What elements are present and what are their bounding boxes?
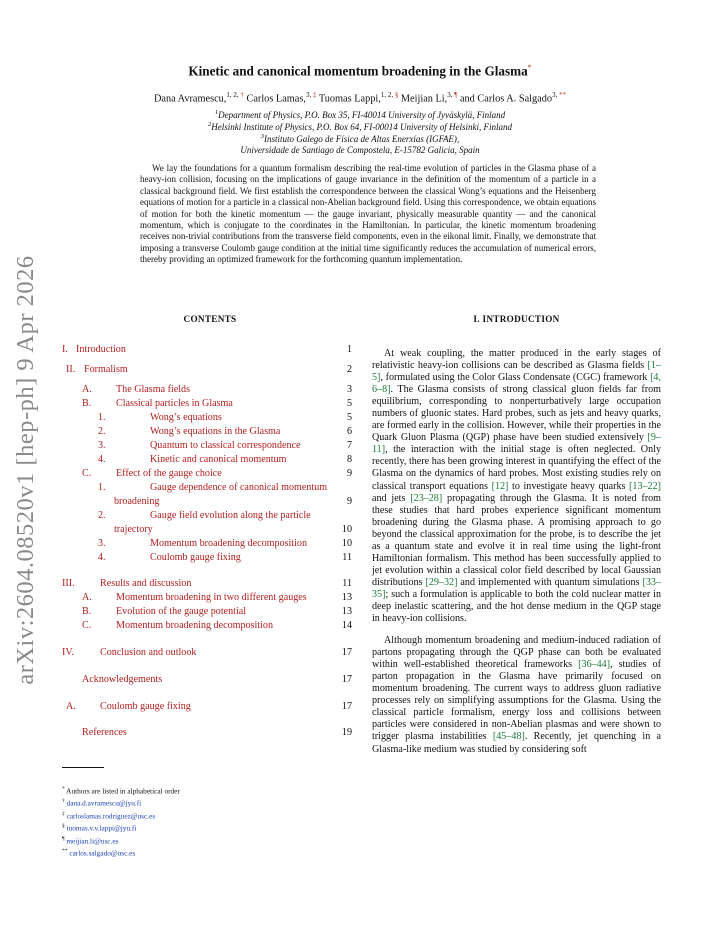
author-footnote-mark[interactable]: † bbox=[240, 91, 244, 99]
footnotes bbox=[62, 784, 358, 859]
text-run: , studies of parton propagation in the Glasma have primarily focused on momentum broadening. The current ways to address gluon radiative processes rely on simplifying assumptions for the Glasma. Using the classical particle formalism, energy loss and collisions between particles were considered in non-Abelian plasmas and were shown to trigger plasma instabilities bbox=[372, 659, 661, 743]
text-run: and jets bbox=[372, 492, 411, 504]
footnote-text: Authors are listed in alphabetical order bbox=[66, 786, 180, 796]
toc-page-number: 10 bbox=[341, 524, 352, 535]
citation-link[interactable]: [1–5] bbox=[372, 360, 661, 384]
citation-link[interactable]: [13–22] bbox=[629, 480, 661, 492]
footnote bbox=[62, 784, 358, 796]
toc-entry-number: A. bbox=[82, 384, 92, 395]
toc-entry-title: Momentum broadening decomposition bbox=[150, 538, 307, 549]
citation-link[interactable]: [45–48] bbox=[492, 731, 525, 743]
toc-entry-number: C. bbox=[82, 468, 92, 479]
toc-entry-number: 4. bbox=[98, 454, 106, 465]
toc-entry-number: III. bbox=[62, 578, 75, 589]
toc-page-number: 9 bbox=[346, 468, 352, 479]
toc-page-number: 5 bbox=[346, 398, 352, 409]
toc-page-number: 14 bbox=[341, 620, 352, 631]
author-affiliation-marks: 1, 2, † bbox=[226, 91, 244, 99]
author-footnote-mark[interactable]: ‡ bbox=[312, 91, 317, 99]
contents-heading: CONTENTS bbox=[183, 314, 237, 324]
footnote-mark: § bbox=[62, 823, 65, 830]
paper-title bbox=[0, 63, 720, 79]
email-link[interactable]: meijian.li@usc.es bbox=[66, 836, 119, 846]
text-run: . The Glasma consists of strong classical gluon fields far from equilibrium, corresponding to nonperturbatively large occupation numbers of gluonic states. Hard probes, such as jets and heavy quarks, are formed early in the collision. However, while their properties in the Quark Gluon Plasma (QGP) phase have been studied extensively bbox=[372, 384, 661, 444]
footnote-mark: ¶ bbox=[62, 835, 65, 842]
affiliation-line bbox=[60, 109, 660, 120]
citation-link[interactable]: [23–28] bbox=[410, 492, 443, 504]
toc-page-number: 17 bbox=[341, 674, 352, 685]
footnote-mark: ** bbox=[62, 848, 68, 855]
toc-page-number: 8 bbox=[346, 454, 352, 465]
toc-page-number: 13 bbox=[341, 606, 352, 617]
toc-page-number: 17 bbox=[341, 647, 352, 658]
toc-entry-number: I. bbox=[62, 344, 68, 355]
intro-paragraph bbox=[372, 635, 661, 755]
email-link[interactable]: tuomas.v.v.lappi@jyu.fi bbox=[66, 823, 137, 833]
abstract: We lay the foundations for a quantum formalism describing the real-time evolution of particles in the Glasma phase of a heavy-ion collision, focusing on the implications of gauge invariance in the definition of the momentum of a particle in a classical background field. We first establish the correspondence between the classical Wong’s equations and the Heisenberg equations of motion for a particle in a classical non-Abelian background field. Using this correspondence, we obtain equations of motion for both the kinetic momentum — the gauge invariant, physically measurable quantity — and the canonical momentum, which is conjugate to the coordinates in the Hamiltonian. In particular, the kinetic momentum broadening receives non-trivial contributions from the transverse field components, even in the eikonal limit. Finally, we demonstrate that imposing a transverse Coulomb gauge condition at the initial time significantly reduces the accumulation of numerical errors, thereby providing an optimized framework for the forthcoming quantum implementation. bbox=[140, 163, 596, 265]
toc-entry-number: II. bbox=[66, 364, 76, 375]
footnote bbox=[62, 821, 358, 833]
toc-entry-number: IV. bbox=[62, 647, 74, 658]
arxiv-identifier: arXiv:2604.08520v1 [hep-ph] 9 Apr 2026 bbox=[12, 255, 39, 685]
text-run: . Recently, jet quenching in a Glasma-like medium was studied by considering soft bbox=[372, 731, 661, 755]
text-run: , formulated using the Color Glass Condensate (CGC) framework bbox=[380, 372, 651, 384]
toc-page-number: 2 bbox=[346, 364, 352, 375]
toc-entry-title: Momentum broadening decomposition bbox=[116, 620, 273, 631]
affiliation-line bbox=[60, 121, 660, 132]
footnote-mark: ‡ bbox=[62, 810, 65, 817]
affiliation-text: Universidade de Santiago de Compostela, E-15782 Galicia, Spain bbox=[240, 145, 480, 155]
citation-link[interactable]: [33–35] bbox=[372, 576, 661, 600]
title-footnote-mark[interactable]: * bbox=[527, 63, 532, 72]
toc-entry-title: Gauge field evolution along the particle bbox=[150, 510, 311, 521]
toc-entry-title: Wong’s equations bbox=[150, 412, 222, 423]
footnote bbox=[62, 809, 358, 821]
toc-page-number: 3 bbox=[346, 384, 352, 395]
toc-entry-title: Quantum to classical correspondence bbox=[150, 440, 301, 451]
toc-entry-number: 3. bbox=[98, 538, 106, 549]
toc-page-number: 17 bbox=[341, 701, 352, 712]
affiliation-number: 1 bbox=[214, 109, 219, 116]
introduction-body bbox=[372, 348, 661, 766]
affiliation-line bbox=[60, 145, 660, 155]
email-link[interactable]: carloslamas.rodriguez@usc.es bbox=[66, 811, 156, 821]
author-affiliation-marks: 3, ¶ bbox=[447, 91, 458, 99]
toc-entry-number: 1. bbox=[98, 412, 106, 423]
toc-page-number: 5 bbox=[346, 412, 352, 423]
toc-entry-title: Effect of the gauge choice bbox=[116, 468, 222, 479]
toc-entry-title: Formalism bbox=[84, 364, 128, 375]
toc-entry-title: Results and discussion bbox=[100, 578, 192, 589]
toc-entry-title: References bbox=[82, 727, 127, 738]
toc-page-number: 19 bbox=[341, 727, 352, 738]
toc-page-number: 1 bbox=[346, 344, 352, 355]
toc-entry-title: The Glasma fields bbox=[116, 384, 190, 395]
toc-page-number: 13 bbox=[341, 592, 352, 603]
author-affiliation-marks: 3, ** bbox=[552, 91, 567, 99]
toc-entry-number: B. bbox=[82, 606, 92, 617]
affiliation-number: 2 bbox=[207, 121, 212, 128]
citation-link[interactable]: [12] bbox=[491, 480, 509, 492]
author-footnote-mark[interactable]: ¶ bbox=[454, 91, 458, 99]
toc-entry-number: 2. bbox=[98, 426, 106, 437]
footnote bbox=[62, 796, 358, 808]
author-name: Meijian Li, bbox=[398, 93, 448, 105]
email-link[interactable]: dana.d.avramescu@jyu.fi bbox=[66, 798, 142, 808]
toc-entry-title: Momentum broadening in two different gauges bbox=[116, 592, 307, 603]
toc-entry-number: A. bbox=[82, 592, 92, 603]
toc-entry-title: Acknowledgements bbox=[82, 674, 163, 685]
text-run: , the interaction with the initial stage is often neglected. Only recently, there has been growing interest in quantifying the effect of the Glasma on the dynamics of hard probes. Most existing studies rely on classical transport equations bbox=[372, 444, 661, 492]
author-affiliation-marks: 3, ‡ bbox=[305, 91, 317, 99]
text-run: to investigate heavy quarks bbox=[508, 480, 630, 492]
text-run: ; such a formulation is applicable to both the cold nuclear matter in deep inelastic scattering, and the hot dense medium in the QGP stage in heavy-ion collisions. bbox=[372, 588, 661, 625]
toc-page-number: 10 bbox=[341, 538, 352, 549]
toc-entry-number: 3. bbox=[98, 440, 106, 451]
email-link[interactable]: carlos.salgado@usc.es bbox=[69, 848, 136, 858]
toc-entry-title: Gauge dependence of canonical momentum bbox=[150, 482, 328, 493]
citation-link[interactable]: [9–11] bbox=[372, 432, 661, 456]
toc-entry-number: A. bbox=[66, 701, 76, 712]
toc-entry-title: Conclusion and outlook bbox=[100, 647, 197, 658]
toc-entry-title: Wong’s equations in the Glasma bbox=[150, 426, 281, 437]
toc-entry-number: 4. bbox=[98, 552, 106, 563]
text-run: and implemented with quantum simulations bbox=[457, 576, 643, 588]
citation-link[interactable]: [4, 6–8] bbox=[372, 372, 661, 396]
toc-entry-title: Coulomb gauge fixing bbox=[150, 552, 241, 563]
toc-entry-title: broadening bbox=[114, 496, 160, 507]
author-footnote-mark[interactable]: ** bbox=[559, 91, 567, 99]
toc-entry-title: Introduction bbox=[76, 344, 126, 355]
toc-entry-title: trajectory bbox=[114, 524, 153, 535]
toc-entry-number: B. bbox=[82, 398, 92, 409]
toc-entry-number: C. bbox=[82, 620, 92, 631]
affiliation-text: Department of Physics, P.O. Box 35, FI-40014 University of Jyväskylä, Finland bbox=[218, 110, 506, 120]
intro-paragraph bbox=[372, 348, 661, 625]
toc-entry-number: 2. bbox=[98, 510, 106, 521]
author-name: and Carlos A. Salgado bbox=[457, 93, 553, 105]
affiliation-text: Instituto Galego de Física de Altas Enerxías (IGFAE), bbox=[264, 134, 460, 144]
text-run: Although momentum broadening and medium-induced radiation of partons propagating through the QGP phase can both be evaluated within well-established theoretical frameworks bbox=[372, 635, 661, 671]
affiliation-text: Helsinki Institute of Physics, P.O. Box 64, FI-00014 University of Helsinki, Finland bbox=[211, 122, 513, 132]
toc-page-number: 6 bbox=[346, 426, 352, 437]
affiliation-line bbox=[60, 133, 660, 144]
toc-page-number: 7 bbox=[346, 440, 352, 451]
footnote bbox=[62, 834, 358, 846]
author-list bbox=[60, 91, 660, 104]
author-name: Carlos Lamas, bbox=[243, 93, 306, 105]
citation-link[interactable]: [36–44] bbox=[578, 659, 611, 671]
author-affiliation-marks: 1, 2, § bbox=[380, 91, 399, 99]
author-name: Dana Avramescu, bbox=[153, 93, 227, 105]
footnote bbox=[62, 846, 358, 858]
footnote-rule bbox=[62, 767, 104, 768]
footnote-mark: * bbox=[62, 786, 65, 792]
toc-entry-number: 1. bbox=[98, 482, 106, 493]
toc-page-number: 9 bbox=[346, 496, 352, 507]
toc-entry-title: Evolution of the gauge potential bbox=[116, 606, 247, 617]
citation-link[interactable]: [29–32] bbox=[425, 576, 458, 588]
toc-page-number: 11 bbox=[342, 578, 352, 589]
affiliation-number: 3 bbox=[260, 133, 265, 140]
toc-entry-title: Coulomb gauge fixing bbox=[100, 701, 191, 712]
toc-page-number: 11 bbox=[342, 552, 352, 563]
text-run: propagating through the Glasma. It is noted from these studies that hard probes experience significant momentum broadening during the Glasma phase. A promising approach to go beyond the classical approximation for the probe, is to describe the jet as a quantum state and evolve it in real time using the light-front Hamiltonian formalism. This method has been successfully applied to jet evolution within a classical color field described by local Gaussian distributions bbox=[372, 492, 661, 588]
footnote-mark: † bbox=[62, 798, 65, 805]
author-name: Tuomas Lappi, bbox=[316, 93, 381, 105]
toc-entry-title: Kinetic and canonical momentum bbox=[150, 454, 287, 465]
toc-entry-title: Classical particles in Glasma bbox=[116, 398, 233, 409]
title-text: Kinetic and canonical momentum broadening in the Glasma bbox=[188, 63, 528, 79]
text-run: At weak coupling, the matter produced in the early stages of relativistic heavy-ion collisions can be described as Glasma fields bbox=[372, 348, 661, 372]
author-footnote-mark[interactable]: § bbox=[394, 91, 399, 99]
introduction-heading: I. INTRODUCTION bbox=[473, 314, 560, 324]
